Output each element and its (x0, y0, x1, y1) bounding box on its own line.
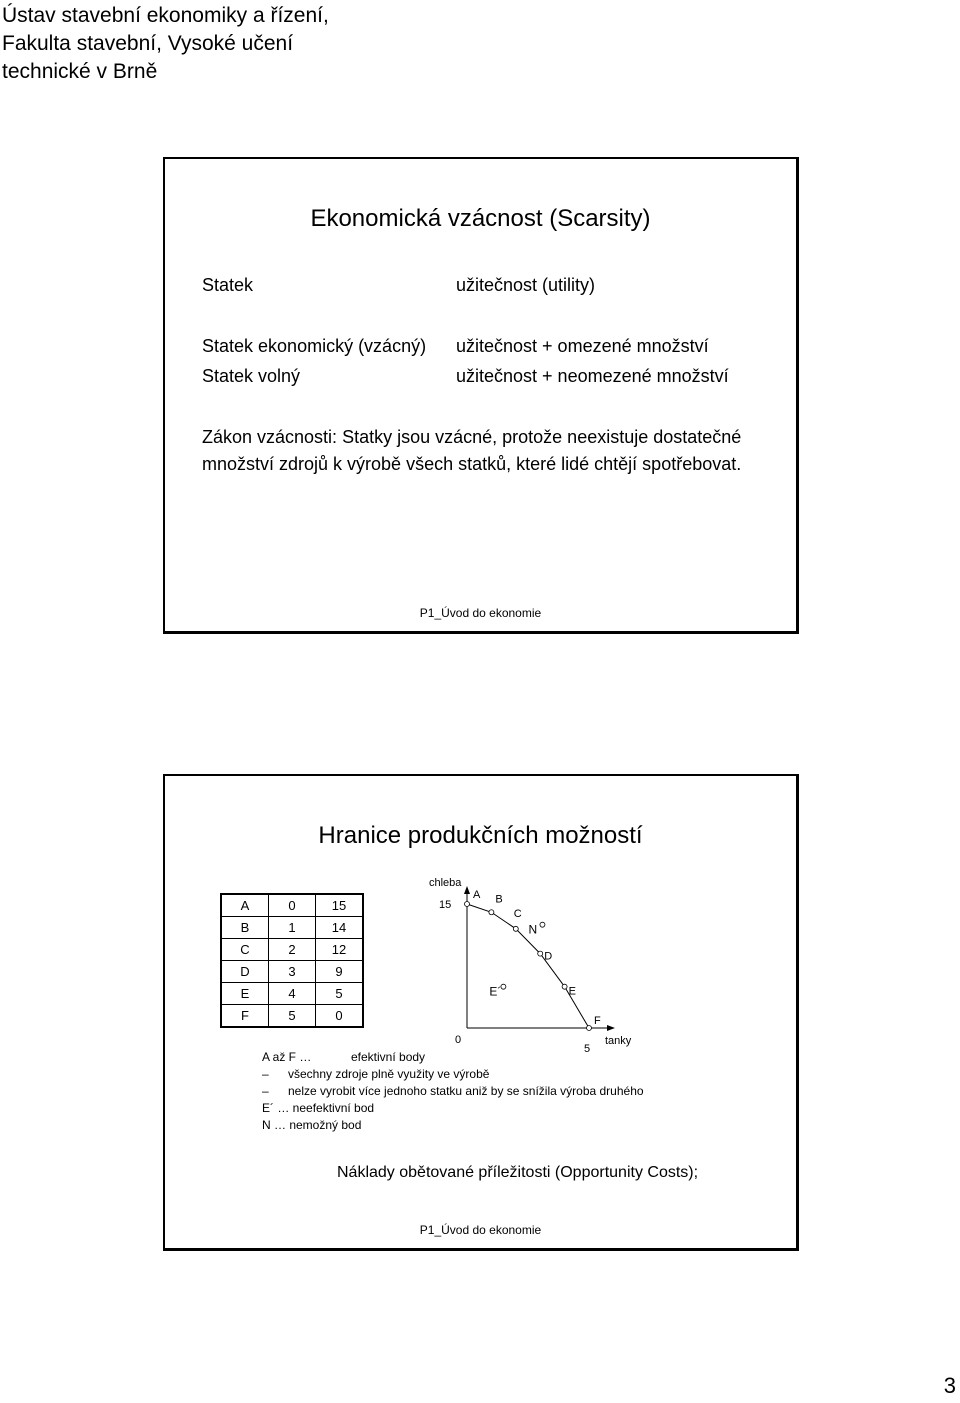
table-cell: 4 (269, 983, 316, 1005)
table-cell: 5 (316, 983, 364, 1005)
extra-point (540, 922, 545, 927)
slide-scarcity (163, 157, 799, 634)
table-row (221, 917, 363, 939)
table-cell: E (221, 983, 269, 1005)
row-right-3: užitečnost + neomezené množství (456, 366, 729, 386)
extra-point-label: N (528, 922, 538, 937)
ppf-table (220, 893, 364, 1028)
origin-label: 0 (455, 1034, 462, 1046)
ppf-point (538, 951, 543, 956)
table-cell: 3 (269, 961, 316, 983)
bullet-dash-2: – (262, 1084, 269, 1098)
table-cell: 15 (316, 894, 364, 917)
slide-ppf (163, 774, 799, 1251)
row-right-1: užitečnost (utility) (456, 275, 596, 295)
x-tick-label: 5 (584, 1043, 591, 1055)
header-line-1: Ústav stavební ekonomiky a řízení, (2, 4, 329, 27)
note-efficient-label: A až F … (262, 1050, 312, 1064)
ppf-chart (415, 876, 645, 1056)
table-cell: 9 (316, 961, 364, 983)
y-axis-arrow (464, 886, 470, 894)
table-cell: 0 (269, 894, 316, 917)
header-line-2: Fakulta stavební, Vysoké učení (2, 32, 294, 55)
y-axis-label: chleba (429, 877, 462, 889)
ppf-point-label: A (473, 889, 481, 901)
law-line-2: množství zdrojů k výrobě všech statků, které lidé chtějí spotřebovat. (202, 454, 742, 474)
table-cell: 0 (316, 1005, 364, 1028)
bullet-dash-1: – (262, 1067, 269, 1081)
header-line-3: technické v Brně (2, 60, 158, 83)
ppf-point (562, 984, 567, 989)
table-row (221, 894, 363, 917)
table-cell: 14 (316, 917, 364, 939)
table-row (221, 961, 363, 983)
bullet-2: nelze vyrobit více jednoho statku aniž by se snížila výroba druhého (288, 1084, 644, 1098)
table-cell: 5 (269, 1005, 316, 1028)
table-cell: F (221, 1005, 269, 1028)
x-axis-arrow (607, 1025, 615, 1031)
bullet-1: všechny zdroje plně využity ve výrobě (288, 1067, 490, 1081)
y-tick-label: 15 (439, 899, 452, 911)
row-left-1: Statek (202, 275, 254, 295)
x-axis-label: tanky (605, 1035, 632, 1047)
ppf-point (465, 902, 470, 907)
table-cell: 12 (316, 939, 364, 961)
ppf-point-label: C (513, 907, 522, 920)
table-row (221, 1005, 363, 1028)
extra-point-label: E´ (489, 984, 502, 999)
law-line-1: Zákon vzácnosti: Statky jsou vzácné, protože neexistuje dostatečné (202, 427, 742, 447)
document-header (2, 2, 329, 86)
row-left-2: Statek ekonomický (vzácný) (202, 336, 427, 356)
table-cell: 1 (269, 917, 316, 939)
slide-footer: P1_Úvod do ekonomie (419, 1223, 542, 1237)
ppf-point (587, 1026, 592, 1031)
ppf-point-label: E (568, 985, 576, 998)
table-row (221, 983, 363, 1005)
ppf-point-label: B (495, 893, 503, 906)
table-cell: A (221, 894, 269, 917)
note-inefficient: E´ … neefektivní bod (262, 1101, 375, 1115)
note-impossible: N … nemožný bod (262, 1118, 362, 1132)
table-cell: B (221, 917, 269, 939)
note-efficient-desc: efektivní body (351, 1050, 426, 1064)
table-cell: C (221, 939, 269, 961)
slide-footer: P1_Úvod do ekonomie (419, 606, 542, 620)
ppf-point-label: F (594, 1015, 601, 1027)
table-cell: D (221, 961, 269, 983)
table-cell: 2 (269, 939, 316, 961)
row-right-2: užitečnost + omezené množství (456, 336, 709, 356)
opportunity-costs: Náklady obětované příležitosti (Opportunity Costs); (337, 1164, 699, 1181)
slide-title: Hranice produkčních možností (318, 822, 643, 849)
row-left-3: Statek volný (202, 366, 301, 386)
ppf-point (513, 926, 518, 931)
ppf-point-label: D (544, 950, 553, 963)
ppf-point (489, 910, 494, 915)
table-row (221, 939, 363, 961)
extra-point (501, 984, 506, 989)
page-number: 3 (943, 1373, 956, 1398)
slide-title: Ekonomická vzácnost (Scarsity) (310, 205, 651, 232)
